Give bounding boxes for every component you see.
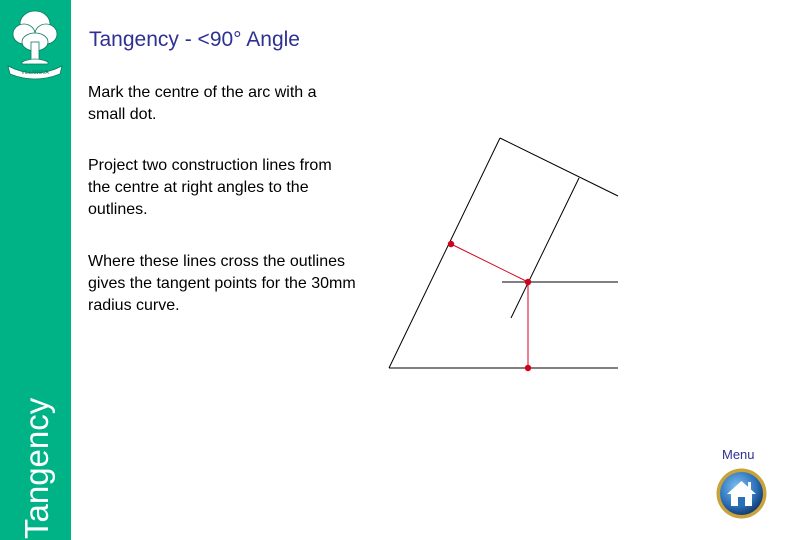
arc-centre-dot xyxy=(525,279,531,285)
school-crest-logo xyxy=(2,4,68,80)
tangent-point-left xyxy=(448,241,454,247)
sidebar-vertical-label: Tangency xyxy=(18,397,55,539)
instruction-step-3: Where these lines cross the outlines gives the tangent points for the 30mm radius curve. xyxy=(88,253,356,314)
instruction-step-2: Project two construction lines from the centre at right angles to the outlines. xyxy=(88,157,332,218)
perpendicular-to-left-outline xyxy=(451,244,528,282)
outline-left xyxy=(389,138,500,368)
tangency-construction-drawing xyxy=(380,130,630,380)
outline-top xyxy=(500,138,618,196)
instruction-step-1: Mark the centre of the arc with a small dot. xyxy=(88,84,317,123)
construction-line-parallel-left xyxy=(511,178,579,318)
svg-text:VILLANOVA: VILLANOVA xyxy=(21,70,49,76)
menu-label[interactable]: Menu xyxy=(722,447,755,462)
page-title: Tangency - <90° Angle xyxy=(89,28,300,51)
sidebar xyxy=(0,0,71,540)
tangent-point-bottom xyxy=(525,365,531,371)
home-button[interactable] xyxy=(715,467,768,520)
